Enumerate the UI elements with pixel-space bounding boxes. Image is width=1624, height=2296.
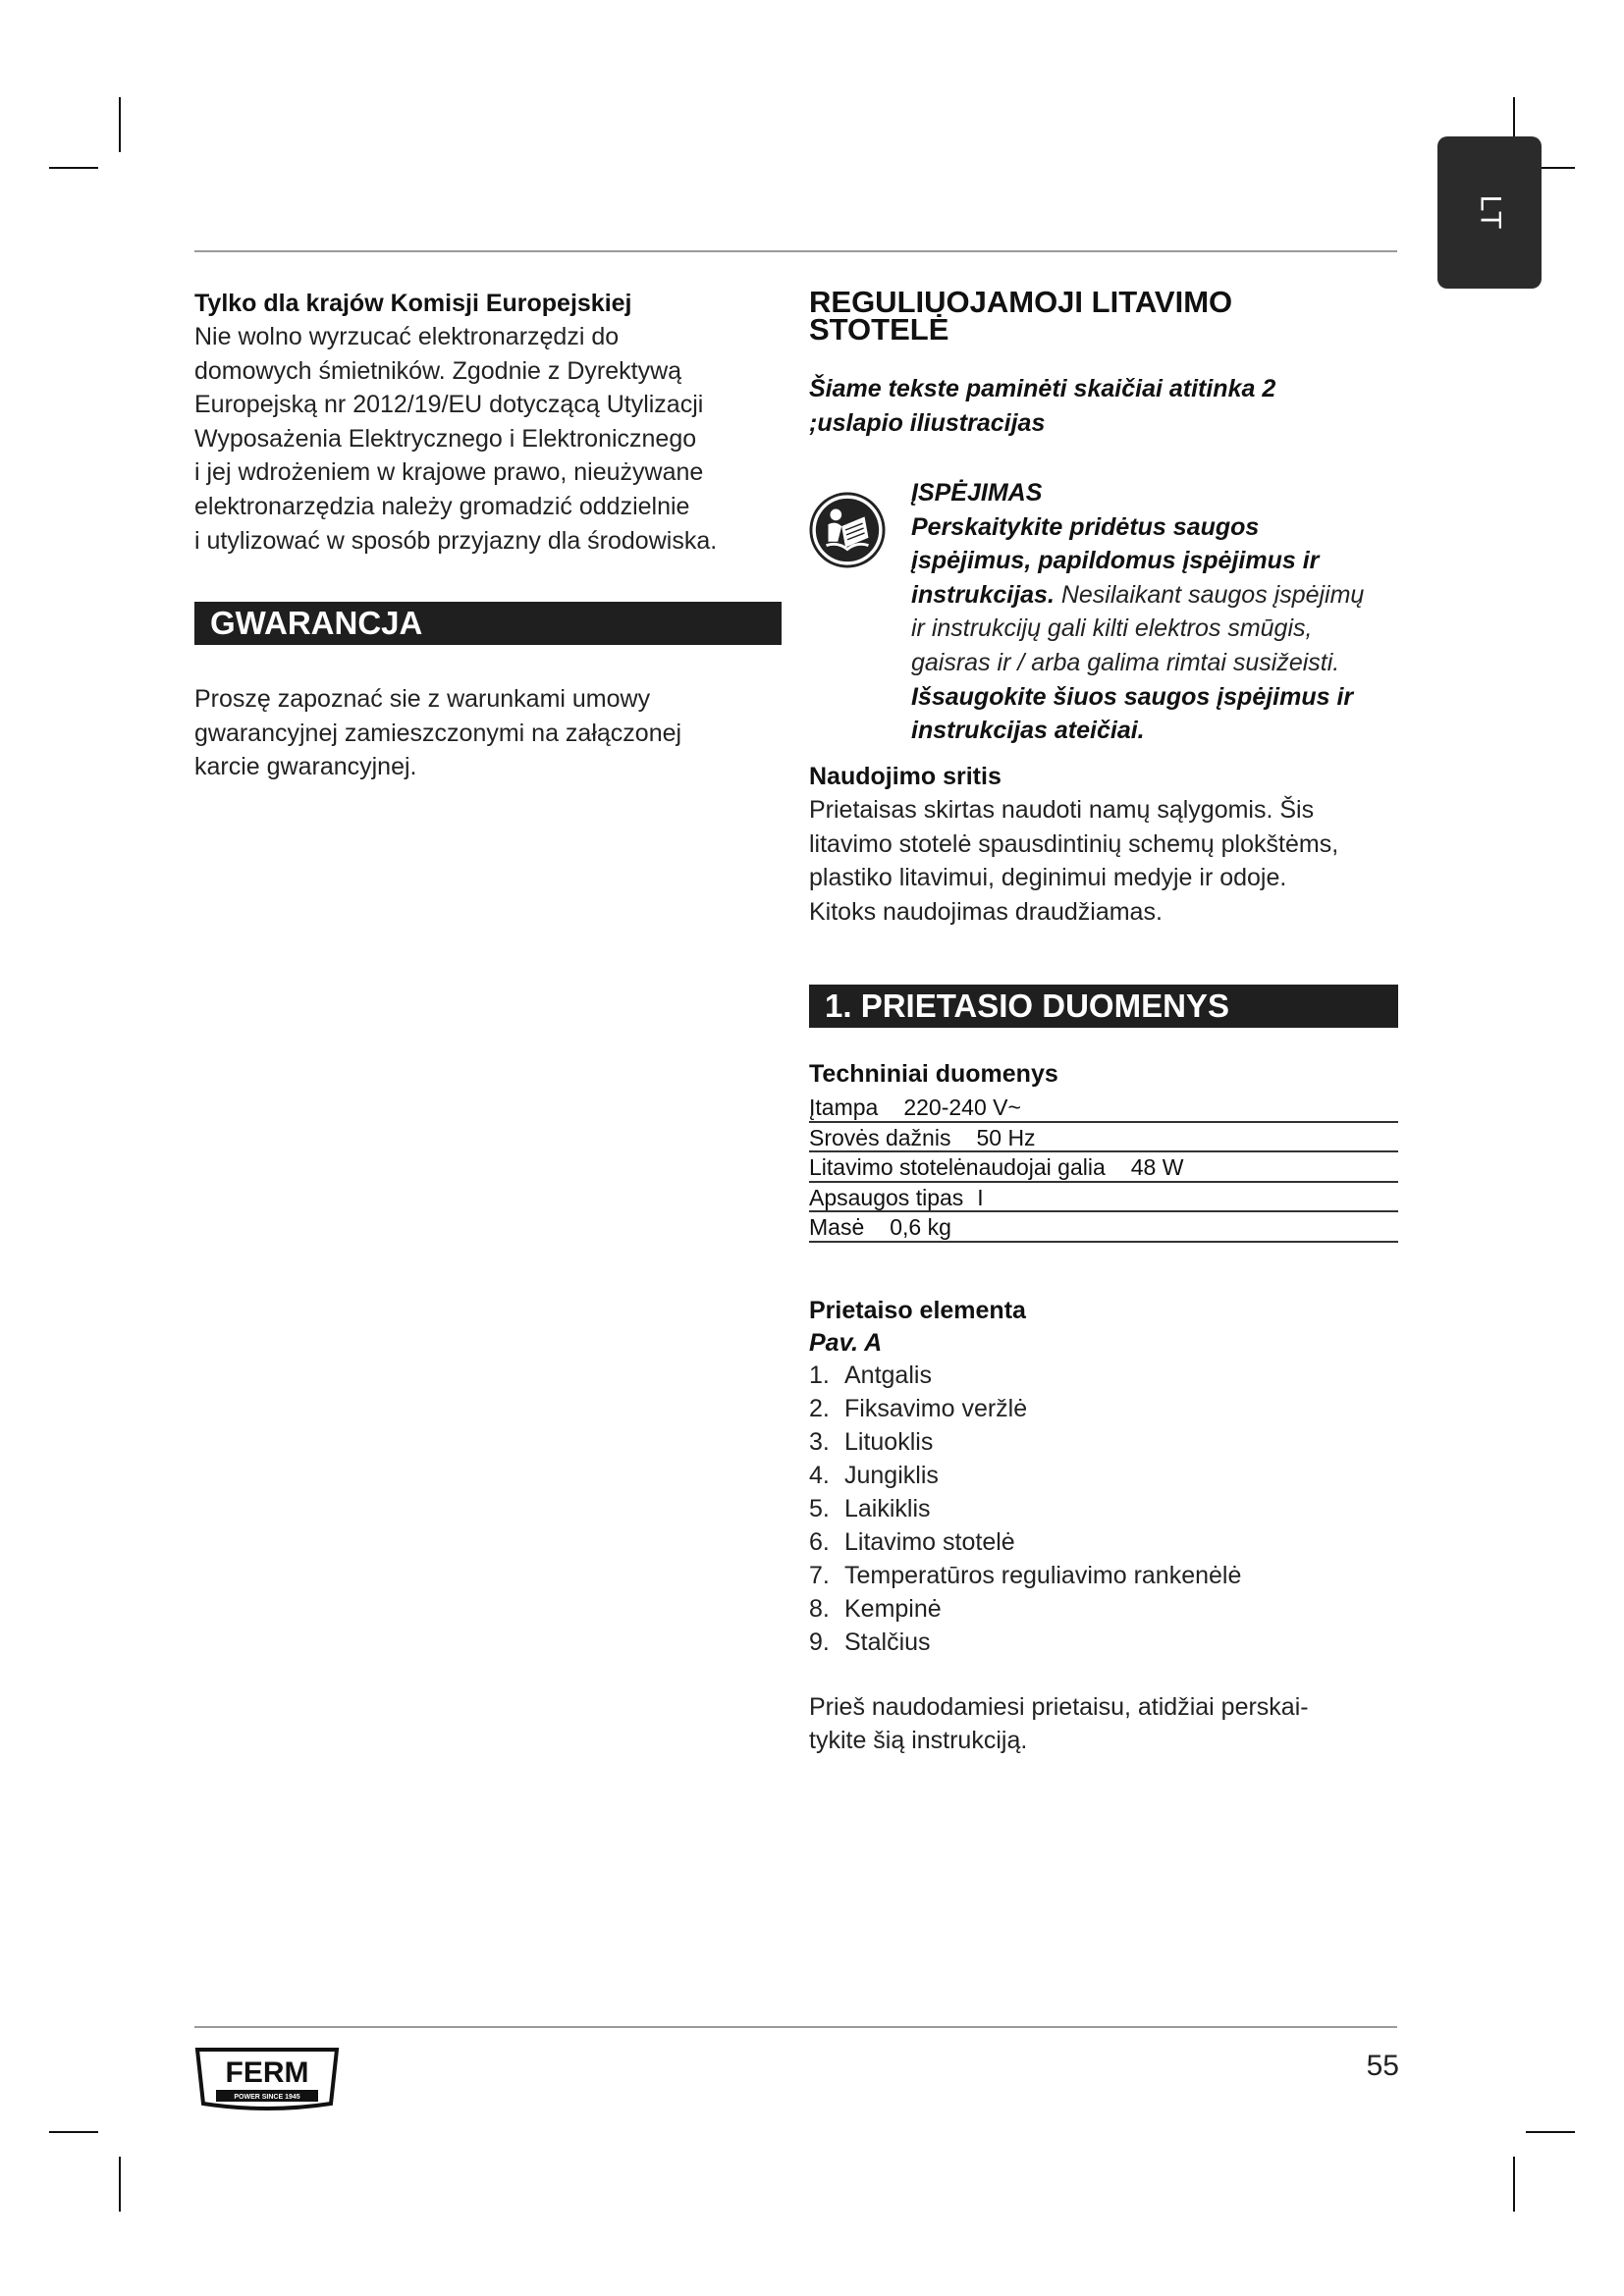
text-line: ;uslapio iliustracijas: [809, 409, 1046, 437]
tech-data-heading: Techniniai duomenys: [809, 1060, 1058, 1089]
list-item: [809, 1459, 1398, 1492]
section-1-heading: 1. PRIETASIO DUOMENYS: [809, 985, 1398, 1028]
item-label: Stalčius: [844, 1628, 931, 1656]
spec-value: 50 Hz: [976, 1124, 1036, 1150]
text-line: elektronarzędzia należy gromadzić oddzielnie: [194, 492, 690, 520]
text-line: Proszę zapoznać sie z warunkami umowy: [194, 685, 651, 714]
list-item: [809, 1626, 1398, 1659]
spec-key: Srovės dažnis: [809, 1124, 951, 1150]
page-title: [809, 287, 1398, 345]
text-line: Wyposażenia Elektrycznego i Elektronicznego: [194, 424, 697, 453]
text-line: instrukcijas ateičiai.: [911, 717, 1145, 745]
language-tab: [1437, 136, 1542, 289]
spec-row: [809, 1093, 1398, 1123]
item-number: 7.: [809, 1561, 830, 1589]
spec-key: Litavimo stotelėnaudojai galia: [809, 1154, 1106, 1181]
eu-heading: Tylko dla krajów Komisji Europejskiej: [194, 290, 632, 317]
spec-value: 220-240 V~: [903, 1095, 1021, 1121]
crop-mark: [49, 2131, 98, 2133]
crop-mark: [1513, 2157, 1515, 2212]
text-line: domowych śmietników. Zgodnie z Dyrektywą: [194, 356, 682, 385]
spec-row: [809, 1212, 1398, 1243]
spec-row: [809, 1152, 1398, 1183]
spec-key: Apsaugos tipas: [809, 1184, 964, 1210]
crop-mark: [1526, 2131, 1575, 2133]
item-number: 5.: [809, 1494, 830, 1522]
item-number: 3.: [809, 1427, 830, 1456]
language-tab-label: LT: [1473, 194, 1506, 231]
spec-value: 48 W: [1130, 1154, 1184, 1181]
text-line: Europejską nr 2012/19/EU dotyczącą Utylizacji: [194, 391, 704, 419]
text-line: įspėjimus, papildomus įspėjimus ir: [911, 547, 1320, 575]
warranty-heading: GWARANCJA: [194, 602, 782, 645]
list-item: [809, 1559, 1398, 1592]
text-line: Išsaugokite šiuos saugos įspėjimus ir: [911, 682, 1354, 711]
figure-note: [809, 372, 1398, 441]
text-line: karcie gwarancyjnej.: [194, 753, 417, 781]
left-column: [194, 287, 784, 784]
spec-value: I: [977, 1184, 984, 1210]
elements-heading: Prietaiso elementa: [809, 1296, 1026, 1324]
text-line: gaisras ir / arba galima rimtai susižeisti.: [911, 648, 1340, 676]
logo-wordmark: FERM: [225, 2056, 309, 2089]
item-number: 9.: [809, 1628, 830, 1656]
text-line: i utylizować w sposób przyjazny dla środowiska.: [194, 526, 718, 555]
right-column: [809, 287, 1398, 1758]
text-line: Prietaisas skirtas naudoti namų sąlygomis. Šis: [809, 796, 1315, 824]
text-line: ir instrukcijų gali kilti elektros smūgis,: [911, 614, 1313, 643]
page-number: 55: [1366, 2050, 1399, 2082]
elements-list: [809, 1359, 1398, 1659]
spec-row: [809, 1183, 1398, 1213]
usage-heading: Naudojimo sritis: [809, 763, 1001, 790]
read-manual-icon: [809, 492, 886, 568]
text-line: Šiame tekste paminėti skaičiai atitinka 2: [809, 375, 1276, 402]
text-line: Prieš naudodamiesi prietaisu, atidžiai perskai-: [809, 1692, 1309, 1721]
item-number: 6.: [809, 1527, 830, 1556]
warning-heading: ĮSPĖJIMAS: [911, 479, 1043, 507]
item-number: 8.: [809, 1594, 830, 1623]
list-item: [809, 1592, 1398, 1626]
text-line: plastiko litavimui, deginimui medyje ir odoje.: [809, 864, 1287, 892]
list-item: [809, 1492, 1398, 1525]
text-line: litavimo stotelė spausdintinių schemų plokštėms,: [809, 829, 1339, 858]
item-number: 1.: [809, 1361, 830, 1389]
spec-row: [809, 1123, 1398, 1153]
title-line: REGULIUOJAMOJI LITAVIMO: [809, 285, 1233, 319]
item-label: Antgalis: [844, 1361, 932, 1389]
list-item: [809, 1359, 1398, 1392]
spec-value: 0,6 kg: [890, 1214, 951, 1241]
ferm-logo: [194, 2047, 340, 2111]
spec-key: Įtampa: [809, 1095, 879, 1121]
spec-key: Masė: [809, 1214, 865, 1241]
item-label: Laikiklis: [844, 1494, 931, 1522]
logo-tagline: POWER SINCE 1945: [234, 2094, 300, 2101]
text-line: i jej wdrożeniem w krajowe prawo, nieużywane: [194, 458, 704, 487]
list-item: [809, 1392, 1398, 1425]
header-rule: [194, 250, 1397, 252]
text-span: instrukcijas.: [911, 580, 1055, 609]
closing-paragraph: [809, 1690, 1398, 1758]
list-item: [809, 1525, 1398, 1559]
item-label: Fiksavimo veržlė: [844, 1394, 1028, 1422]
warranty-paragraph: [194, 682, 784, 784]
text-line: Perskaitykite pridėtus saugos: [911, 512, 1260, 541]
figure-label: Pav. A: [809, 1328, 883, 1357]
text-line: Nie wolno wyrzucać elektronarzędzi do: [194, 323, 620, 350]
crop-mark: [49, 167, 98, 169]
title-line: STOTELĖ: [809, 312, 949, 347]
item-label: Litavimo stotelė: [844, 1527, 1015, 1556]
item-number: 4.: [809, 1461, 830, 1489]
list-item: [809, 1425, 1398, 1459]
text-line: gwarancyjnej zamieszczonymi na załączonej: [194, 719, 682, 747]
text-line: tykite šią instrukciją.: [809, 1727, 1028, 1755]
footer-rule: [194, 2026, 1397, 2028]
item-label: Kempinė: [844, 1594, 942, 1623]
eu-paragraph: [194, 320, 784, 558]
crop-mark: [119, 97, 121, 152]
item-number: 2.: [809, 1394, 830, 1422]
item-label: Jungiklis: [844, 1461, 939, 1489]
item-label: Temperatūros reguliavimo rankenėlė: [844, 1561, 1242, 1589]
text-span: Nesilaikant saugos įspėjimų: [1054, 580, 1365, 609]
item-label: Lituoklis: [844, 1427, 934, 1456]
warning-text: [911, 476, 1402, 748]
warning-block: [809, 476, 1398, 745]
spec-table: [809, 1093, 1398, 1243]
text-line: [911, 578, 1402, 613]
text-line: Kitoks naudojimas draudžiamas.: [809, 897, 1163, 926]
crop-mark: [119, 2157, 121, 2212]
usage-paragraph: [809, 793, 1398, 929]
